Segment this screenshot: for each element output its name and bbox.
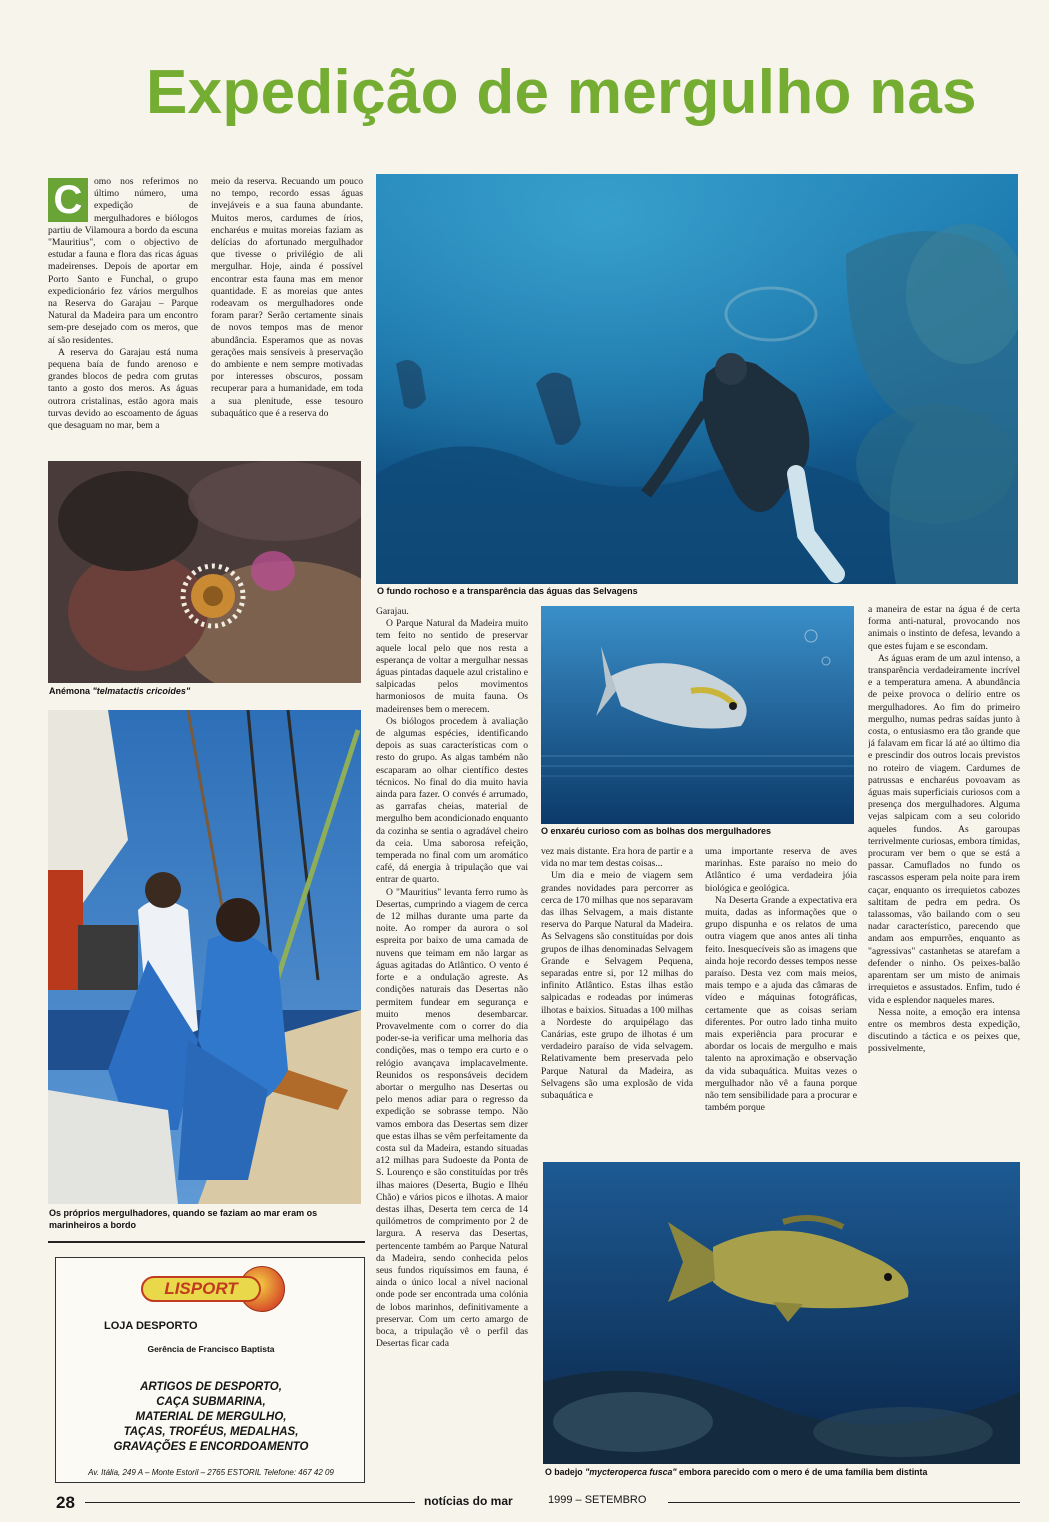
caption-boat: Os próprios mergulhadores, quando se faziam ao mar eram os marinheiros a bordo (49, 1208, 318, 1230)
caption-anemone (49, 686, 361, 697)
caption-grouper-prefix: O badejo (545, 1467, 586, 1477)
caption-diver: O fundo rochoso e a transparência das águas das Selvagens (377, 586, 638, 596)
drop-cap: C (48, 178, 88, 222)
ad-address: Av. Itália, 249 A – Monte Estoril – 2765 ESTORIL Telefone: 467 42 09 (88, 1468, 334, 1477)
ad-items (56, 1380, 366, 1455)
text-column-2 (211, 176, 363, 456)
ad-item: ARTIGOS DE DESPORTO, (140, 1381, 282, 1393)
paragraph: A reserva do Garajau está numa pequena baía de fundo arenoso e grandes blocos de pedra com grutas tanto a gosto dos meros. As águas outrora cristalinas, estão agora mais turvas devido ao escoamento de águas que desaguam no mar, bem a (48, 346, 198, 432)
anemone-illustration (48, 461, 361, 683)
publication-name: notícias do mar (424, 1494, 513, 1508)
paragraph: omo nos referimos no último número, uma expedição de mergulhadores e biólogos partiu de Vilamoura a bordo da escuna "Mauritius", com o objectivo de estudar a fauna e flora das ricas águas madeirenses. Depois de aportar em Porto Santo e Funchal, o grupo expedicionário fez vários mergulhos na Reserva do Garajau – Parque Natural da Madeira para um encontro sem-pre desejado com os meros, que aí são residentes. (48, 176, 198, 346)
paragraph: Os biólogos procedem à avaliação de algumas espécies, identificando depois as suas características com o resto do grupo. As algas também não escaparam ao olhar científico destes técnicos. No final do dia muito havia ainda para fazer. O convés é arrumado, as garrafas cheias, material de mergulho bem acondicionado enquanto da cozinha se sentia o agradável cheiro da ceia. Uma saborosa refeição, temperada no final com um aromático café, dá energia à tripulação que vai entrar de quarto. (376, 715, 528, 886)
ad-item: CAÇA SUBMARINA, (156, 1396, 266, 1408)
article-title: Expedição de mergulho nas (146, 58, 977, 127)
caption-anemone-prefix: Anémona (49, 686, 93, 696)
paragraph: Garajau. (376, 606, 409, 617)
photo-anemone (48, 461, 361, 683)
paragraph: a maneira de estar na água é de certa forma anti-natural, provocando nos animais o instinto de defesa, levando a que estes fujam e se escondam. (868, 604, 1020, 652)
ad-item: GRAVAÇÕES E ENCORDOAMENTO (113, 1441, 309, 1453)
text-column-1 (48, 176, 198, 456)
diver-illustration (376, 174, 1018, 584)
paragraph: O "Mauritius" levanta ferro rumo às Desertas, cumprindo a viagem de cerca de 12 milhas durante uma parte da noite. Ao romper da aurora o sol espreita por baixo de uma camada de nuvens que teimam em não largar as águas agitadas do Atlântico. O vento é forte e a ondulação agreste. As condições naturais das Desertas não permitem fundear em segurança e muito menos desembarcar. Provavelmente com o correr do dia poder-se-ia verificar uma melhoria das condições, mas o tempo era curto e o relógio avançava implacavelmente. Reunidos os responsáveis decidem abortar o mergulho nas Desertas ou pelo menos adiar para o regresso da expedição se sobrasse tempo. Não vamos embora das Desertas sem dizer que estas ilhas se vêm perfeitamente da costa sul da Madeira, estando situadas a12 milhas para Sudoeste da Ponta de S. Lourenço e são constituídas por três ilhas maiores (Deserta, Bugio e Ilhéu Chão) e vários picos e ilhotas. A maior destas ilhas, Deserta tem cerca de 14 quilómetros de comprimento por 2 de largura. A reserva das Desertas, pertencente também ao Parque Natural da Madeira, sendo conhecida pelos seus fundos riquíssimos em fauna, é ainda o único local a nível nacional onde pode ser encontrada uma colónia de lobos marinhos, definitivamente a preservar. Com um certo amargo de boca, a tripulação vê o perfil das Desertas ficar cada (376, 886, 528, 1350)
paragraph: O Parque Natural da Madeira muito tem feito no sentido de preservar aquele local pelo que nos resta a esperança de voltar a mergulhar nessas águas pintadas daquele azul cristalino e salpicadas pelos movimentos harmoniosos de muita fauna. Os madeirenses bem o merecem. (376, 618, 528, 715)
footer-rule-right (668, 1502, 1020, 1503)
divider-line (48, 1241, 365, 1243)
caption-anemone-species: "telmatactis cricoides" (92, 686, 191, 696)
text-column-4 (541, 846, 693, 1158)
paragraph: Na Deserta Grande a expectativa era muita, dadas as informações que o grupo dispunha e os relatos de uma outra viagem que anos antes ali tinha feito. Inesquecíveis são as imagens que ainda hoje recordo desses tempos nesse paraíso. Desta vez com mais meios, mais tempo e a ajuda das câmaras de vídeo e máquinas fotográficas, certamente que as coisas seriam diferentes. Por outro lado tinha muito mais experiência para procurar e abordar os locais de mergulho e mais talento na aproximação e observação da vida subaquática. Muitas vezes o mergulhador não vê a fauna porque não tem sensibilidade para a procurar e também porque (705, 894, 857, 1114)
ad-lisport (55, 1257, 365, 1483)
photo-fish (541, 606, 854, 824)
caption-grouper (545, 1467, 1021, 1478)
ad-shop-name: LOJA DESPORTO (104, 1320, 198, 1332)
text-column-6 (868, 604, 1020, 1148)
photo-boat (48, 710, 361, 1204)
page-number: 28 (56, 1493, 75, 1512)
paragraph: Um dia e meio de viagem sem grandes novidades para percorrer as cerca de 170 milhas que nos separavam das ilhas Selvagem, a mais distante reserva do Parque Natural da Madeira. As Selvagens são constituídas por dois grupos de ilhas denominadas Selvagem Grande e Selvagem Pequena, separadas entre si, por 12 milhas do infinito Atlântico. Estas ilhas estão salpicadas e rodeadas por inúmeras ilhotas e baixios. Situadas a 100 milhas a Nordeste do arquipélago das Canárias, este grupo de ilhotas é um verdadeiro paraíso de vida selvagem. Relativamente bem preservada pelo Parque Natural da Madeira, as Selvagens são uma explosão de vida subaquática e (541, 870, 693, 1102)
ad-manager: Gerência de Francisco Baptista (147, 1344, 275, 1354)
footer-rule-left (85, 1502, 415, 1503)
photo-grouper (543, 1162, 1020, 1464)
caption-fish: O enxaréu curioso com as bolhas dos mergulhadores (541, 826, 772, 836)
caption-grouper-suffix: embora parecido com o mero é de uma família bem distinta (676, 1467, 928, 1477)
paragraph: vez mais distante. Era hora de partir e a vida no mar tem destas coisas... (541, 846, 693, 870)
photo-diver (376, 174, 1018, 584)
lisport-brand: LISPORT (141, 1276, 261, 1302)
fish-illustration (541, 606, 854, 824)
paragraph: Nessa noite, a emoção era intensa entre os membros desta expedição, discutindo a táctica e os peixes que, possivelmente, (868, 1006, 1020, 1055)
ad-item: TAÇAS, TROFÉUS, MEDALHAS, (123, 1426, 299, 1438)
paragraph: uma importante reserva de aves marinhas. Este paraíso no meio do Atlântico é uma verdadeira jóia biológica e geológica. (705, 846, 857, 894)
lisport-logo (131, 1264, 291, 1316)
paragraph: As águas eram de um azul intenso, a transparência verdadeiramente incrível e a temperatura amena. A abundância de peixe provoca o delírio entre os mergulhadores. Ao fim do primeiro mergulho, numas pedras saídas junto à costa, o entusiasmo era tão grande que já falavam em ficar lá até ao último dia e prescindir dos outros locais previstos no roteiro de viagem. Cardumes de patrussas e encharéus povoavam as águas mais superficiais curiosos com a presença dos mergulhadores. Alguma vejas salpicam com a seu colorido aqueles fundos. As garoupas terrivelmente curiosas, embora tímidas, procuram ver bem o que se está a passar. Camuflados no fundo os rascassos esperam pela noite para irem caçar, enquanto os irrequietos cabozes saltitam de pedra em pedra. Os talassomas, vão bailando com o seu nadar característico, parecendo que andam aos empurrões, enquanto as "agressivas" castanhetas se atarefam a defender o ninho. Os peixes-balão aparentam ser um misto de animais irrequietos e assustados. Enfim, tudo é vida e esplendor naqueles mares. (868, 652, 1020, 1006)
boat-illustration (48, 710, 361, 1204)
text-column-3 (376, 606, 528, 1478)
caption-grouper-species: "mycteroperca fusca" (585, 1467, 677, 1477)
issue-date: 1999 – SETEMBRO (548, 1494, 647, 1506)
grouper-illustration (543, 1162, 1020, 1464)
ad-item: MATERIAL DE MERGULHO, (135, 1411, 287, 1423)
paragraph: meio da reserva. Recuando um pouco no tempo, recordo essas águas invejáveis e a sua fauna abundante. Muitos meros, cardumes de írios, encharéus e muitas moreias faziam as delícias do afortunado mergulhador que tivesse o privilégio de ali mergulhar. Hoje, ainda é possível encontrar esta fauna mas em menor quantidade. E as moreias que antes rodeavam os mergulhadores onde foram parar? Serão certamente sinais de novos tempos mas de menor abundância. Esperamos que as novas gerações mais sensíveis à preservação do ambiente e nem sempre motivadas por interesses obscuros, possam recuperar para a humanidade, em toda a sua plenitude, esse tesouro subaquático que é a reserva do (211, 176, 363, 419)
text-column-5 (705, 846, 857, 1158)
